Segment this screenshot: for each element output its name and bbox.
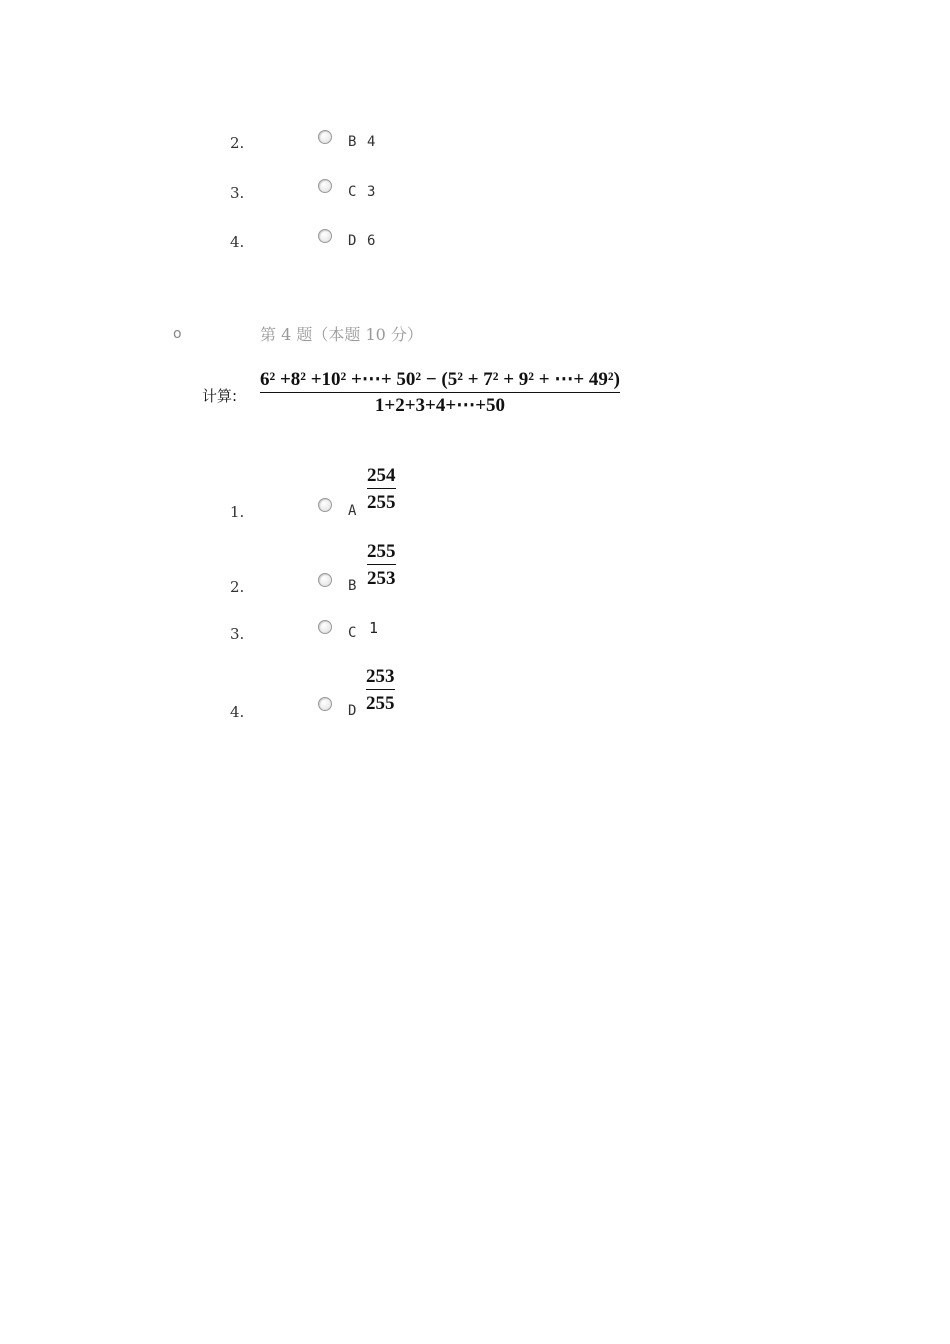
option-fraction xyxy=(367,466,396,512)
option-letter: A xyxy=(348,503,357,519)
option-number: 3. xyxy=(230,625,245,643)
radio-button-q4-c[interactable] xyxy=(318,620,332,634)
option-letter: C xyxy=(348,184,357,200)
radio-button-q4-b[interactable] xyxy=(318,573,332,587)
option-number: 2. xyxy=(230,134,245,152)
option-fraction xyxy=(367,542,396,588)
formula-denominator: 1+2+3+4+⋯+50 xyxy=(374,395,506,416)
option-value: 1 xyxy=(369,619,379,637)
radio-button-q4-d[interactable] xyxy=(318,697,332,711)
option-value: 6 xyxy=(367,233,376,249)
list-bullet: o xyxy=(173,326,182,342)
fraction-denominator: 253 xyxy=(367,568,396,589)
radio-button-q3-c[interactable] xyxy=(318,179,332,193)
option-letter: C xyxy=(348,625,357,641)
fraction-numerator: 253 xyxy=(366,666,395,687)
option-number: 2. xyxy=(230,578,245,596)
option-fraction xyxy=(366,667,395,713)
radio-button-q4-a[interactable] xyxy=(318,498,332,512)
fraction-numerator: 255 xyxy=(367,541,396,562)
option-value: 4 xyxy=(367,134,376,150)
radio-button-q3-b[interactable] xyxy=(318,130,332,144)
option-value: 3 xyxy=(367,184,376,200)
calc-label: 计算: xyxy=(202,387,238,405)
option-number: 4. xyxy=(230,703,245,721)
option-number: 1. xyxy=(230,503,245,521)
option-letter: D xyxy=(348,703,357,719)
formula-numerator: 6² +8² +10² +⋯+ 50² − (5² + 7² + 9² + ⋯+ 49²) xyxy=(260,369,620,390)
fraction-denominator: 255 xyxy=(367,492,396,513)
radio-button-q3-d[interactable] xyxy=(318,229,332,243)
fraction-numerator: 254 xyxy=(367,465,396,486)
option-letter: B xyxy=(348,134,357,150)
option-number: 3. xyxy=(230,184,245,202)
option-number: 4. xyxy=(230,233,245,251)
option-letter: D xyxy=(348,233,357,249)
question-formula xyxy=(260,370,620,415)
option-letter: B xyxy=(348,578,357,594)
fraction-denominator: 255 xyxy=(366,693,395,714)
question-title: 第 4 题（本题 10 分） xyxy=(260,325,423,344)
